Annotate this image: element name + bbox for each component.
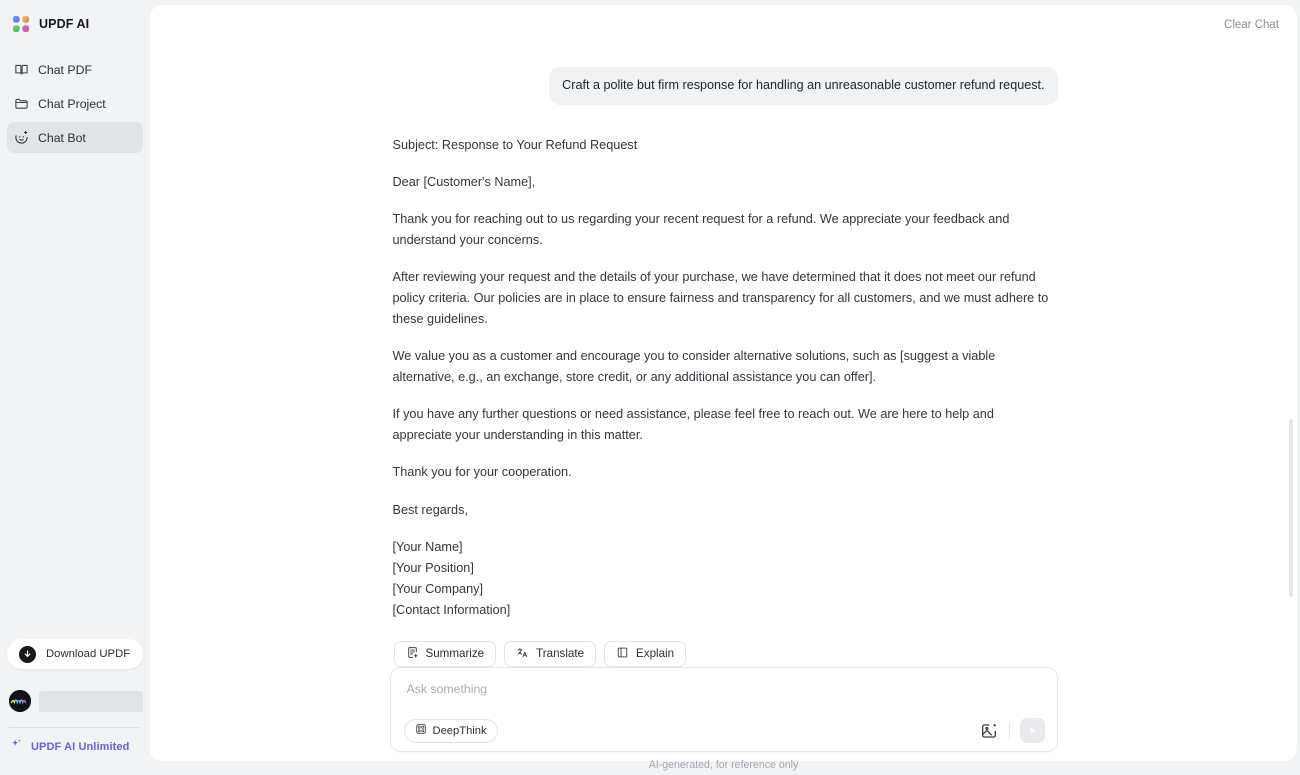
assistant-paragraph: After reviewing your request and the details of your purchase, we have determined that it does not meet our refund policy criteria. Our policies are in place to ensure fairness and transparency for all customers, and we must adhere to these guidelines. xyxy=(392,269,1049,327)
assistant-paragraph: Thank you for your cooperation. xyxy=(392,465,572,480)
signature-line: [Your Name] xyxy=(392,539,463,554)
explain-button[interactable] xyxy=(604,641,686,667)
assistant-paragraph: We value you as a customer and encourage you to consider alternative solutions, such as [suggest a viable alternative, e.g., an exchange, store credit, or any additional assistance you can offer]. xyxy=(392,349,996,385)
updf-ai-unlimited-label: UPDF AI Unlimited xyxy=(31,741,130,753)
updf-flower-logo-icon xyxy=(12,15,30,33)
ai-disclaimer: AI-generated, for reference only xyxy=(648,758,799,771)
download-updf-button[interactable] xyxy=(7,639,143,669)
chat-bot-face-icon xyxy=(14,130,29,145)
book-open-icon xyxy=(14,62,29,77)
folder-icon xyxy=(14,96,29,111)
composer xyxy=(390,667,1058,752)
account-row[interactable] xyxy=(7,687,143,715)
sidebar-footer xyxy=(7,639,143,764)
add-image-icon[interactable] xyxy=(980,721,999,740)
assistant-paragraph: If you have any further questions or need assistance, please feel free to reach out. We are here to help and appreciate your understanding in this matter. xyxy=(392,407,994,443)
user-message-bubble: Craft a polite but firm response for handling an unreasonable customer refund request. xyxy=(549,67,1057,105)
ask-something-input[interactable] xyxy=(391,668,1057,696)
sidebar-item-label: Chat Bot xyxy=(38,130,86,145)
signature-line: [Your Position] xyxy=(392,560,474,575)
sidebar-nav xyxy=(7,54,143,153)
scrollbar-track[interactable] xyxy=(1289,89,1293,657)
send-button[interactable] xyxy=(1020,718,1045,743)
composer-area xyxy=(150,667,1297,775)
summarize-label: Summarize xyxy=(425,647,485,661)
top-bar xyxy=(150,5,1297,45)
assistant-message xyxy=(390,135,1058,667)
assistant-paragraph: Subject: Response to Your Refund Request xyxy=(392,137,638,152)
sparkle-icon xyxy=(10,738,23,756)
brand-name: UPDF AI xyxy=(39,17,90,31)
updf-ai-unlimited-button[interactable] xyxy=(7,738,143,756)
sidebar-item-label: Chat PDF xyxy=(38,62,92,77)
faded-previous-message xyxy=(393,47,1058,65)
deepthink-toggle[interactable] xyxy=(404,719,498,743)
conversation-scroll-area[interactable] xyxy=(150,45,1297,667)
sidebar-item-chat-bot[interactable] xyxy=(7,122,143,153)
sidebar-item-label: Chat Project xyxy=(38,96,106,111)
message-action-bar xyxy=(393,641,1055,667)
explain-book-icon xyxy=(616,646,629,662)
sidebar-item-chat-project[interactable] xyxy=(7,88,143,119)
clear-chat-button[interactable]: Clear Chat xyxy=(1224,19,1279,31)
signature-line: [Contact Information] xyxy=(392,602,511,617)
composer-footer xyxy=(391,711,1057,751)
summarize-icon xyxy=(406,646,419,662)
signature-line: [Your Company] xyxy=(392,581,484,596)
translate-label: Translate xyxy=(536,647,585,661)
scrollbar-thumb[interactable] xyxy=(1289,419,1293,597)
assistant-paragraph: Dear [Customer's Name], xyxy=(392,174,536,189)
conversation xyxy=(390,45,1058,667)
summarize-button[interactable] xyxy=(394,641,497,667)
download-updf-label: Download UPDF xyxy=(46,648,131,660)
assistant-paragraph: Best regards, xyxy=(392,502,468,517)
composer-right-controls xyxy=(980,718,1045,743)
deepthink-atom-icon xyxy=(415,723,427,738)
download-arrow-icon xyxy=(19,646,36,663)
assistant-signature-block xyxy=(393,537,1055,621)
translate-icon xyxy=(516,646,529,662)
translate-button[interactable] xyxy=(504,641,596,667)
avatar xyxy=(9,690,31,712)
main-panel xyxy=(150,5,1297,771)
user-message-row xyxy=(390,67,1058,105)
sidebar xyxy=(0,0,150,764)
sidebar-item-chat-pdf[interactable] xyxy=(7,54,143,85)
explain-label: Explain xyxy=(636,647,675,661)
sidebar-divider xyxy=(9,727,141,728)
composer-divider xyxy=(1009,723,1010,739)
deepthink-label: DeepThink xyxy=(432,724,487,737)
account-name-redacted xyxy=(39,691,143,712)
brand xyxy=(7,0,143,48)
assistant-paragraph: Thank you for reaching out to us regarding your recent request for a refund. We appreciate your feedback and understand your concerns. xyxy=(392,211,1010,247)
